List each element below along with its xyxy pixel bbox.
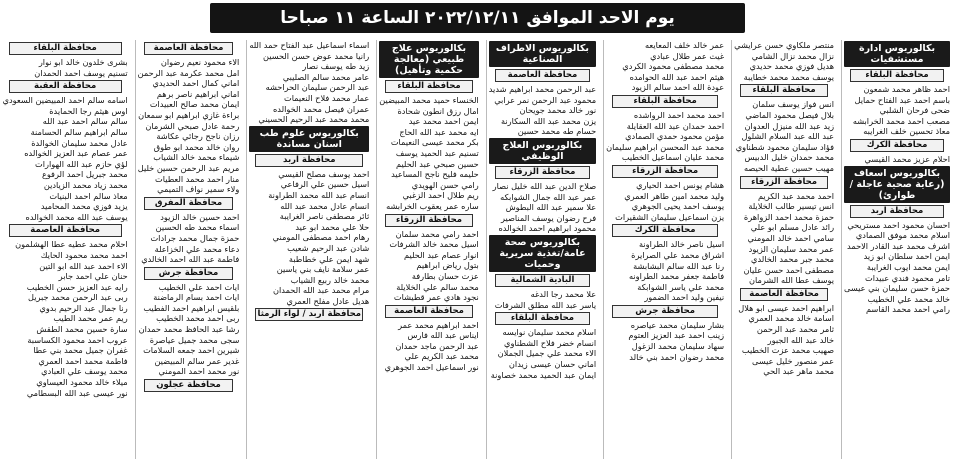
list-item: نور محمد احمد المومني (158, 366, 240, 377)
names-list (734, 40, 834, 82)
names-list (379, 229, 479, 303)
governorate-heading: محافظة المفرق (144, 197, 234, 210)
list-item: ابراهيم احمد عيسى ابو هلال (738, 302, 835, 313)
list-item: فاطمة عبد الله احمد الخالدي (141, 254, 240, 265)
list-item: اماني حسان عيسى زيدان (508, 358, 597, 369)
names-list (489, 181, 596, 234)
list-item: زيد عبد الله منيزل العدوان (744, 120, 835, 131)
names-list (379, 95, 479, 212)
list-item: امل محمد عكرمة عبد الرحمن (137, 67, 240, 78)
list-item: ياسر عبد الله مطلق الشرفات (494, 299, 597, 310)
list-item: محمد علي ياسر الشوابكة (637, 281, 725, 292)
list-item: ضحى فرحان الشلبي (879, 105, 950, 116)
list-item: عادل محمد سليمان الخوالدة (31, 137, 128, 148)
list-item: سامي احمد خالد المومني (747, 232, 835, 243)
list-item: خالد عبد الله الجبور (767, 334, 835, 345)
names-list (734, 191, 834, 286)
names-list (606, 239, 724, 303)
governorate-heading: محافظة الكرك (850, 139, 944, 152)
list-item: يوسف احمد يحيى الجوهري (631, 201, 725, 212)
governorate-heading: محافظة العاصمة (740, 288, 828, 301)
names-list (489, 289, 596, 310)
list-item: محمد زياد محمد الزيادين (43, 179, 128, 190)
list-item: ثامر محمد عبد الرحمن (756, 324, 835, 335)
list-item: اشراق محمد علي الصرايرة (631, 249, 725, 260)
governorate-heading: محافظة عجلون (144, 379, 234, 392)
list-item: محمود ابراهيم احمد الخوالده (498, 223, 597, 234)
list-item: شهد ايمن علي خطاطبة (288, 253, 370, 264)
column-6 (246, 40, 371, 459)
names-list (606, 180, 724, 222)
list-item: اسامة خالد محمد العمري (748, 313, 835, 324)
column-4 (486, 40, 598, 459)
list-item: رنا عبد الله سالم البشابشة (633, 260, 725, 271)
list-item: احمد محمد محمود الحايك (40, 249, 128, 260)
list-item: اسيل محمد خالد الشرفات (389, 239, 479, 250)
list-item: الاء محمود نعيم رضوان (160, 57, 240, 67)
list-item: محمد عليان اسماعيل الخطيب (621, 152, 725, 163)
list-item: امال رزق انطون شحادة (397, 105, 479, 116)
governorate-heading: محافظة البلقاء (385, 80, 473, 93)
column-1 (841, 40, 952, 459)
governorate-heading: محافظة العاصمة (495, 69, 590, 82)
list-item: رنا جمال عبد الرحيم بدوي (39, 302, 128, 313)
program-title: بكالوريوس علوم طب اسنان مساندة (249, 126, 369, 152)
list-item: وليد محمد امين طاهر العمري (624, 190, 725, 201)
program-title: بكالوريوس ادارة مستشفيات (844, 41, 950, 67)
list-item: انسام خضر فلاح الشطناوي (504, 337, 597, 348)
list-item: اشرف محمد عبد القادر الاحمد (847, 240, 950, 251)
names-list (3, 95, 128, 222)
list-item: رامي حسن الهويدي (411, 179, 479, 190)
list-item: رائد عادل مسلم ابو علي (750, 222, 835, 233)
list-item: اسيل حسين علي الرفاعي (280, 179, 370, 190)
list-item: علا سمير عبد الله البطوش (505, 202, 597, 213)
list-item: مهيب حسين عطية الحيصه (744, 162, 835, 173)
list-item: نور خالد محمد جويحان (519, 105, 597, 116)
list-item: اوس هيثم رجا الحمايدة (49, 105, 128, 116)
list-item: رهام احمد مصطفى المومني (272, 232, 370, 243)
list-item: غفران جميل محمد بني عطا (33, 345, 128, 356)
list-item: شيرين احمد جمعه السلامات (143, 345, 240, 356)
list-item: فاطمة محمد احمد العمري (38, 355, 128, 366)
list-item: يزن محمد عبد الله السكارنة (501, 115, 597, 126)
names-list (138, 57, 240, 195)
list-item: تسنيم يوسف احمد الحمدان (34, 67, 128, 78)
list-item: حلا علي محمد ابو عيد (295, 221, 370, 232)
governorate-heading: محافظة البلقاء (850, 69, 944, 82)
list-item: مرام محمد عبد الله الحمدان (272, 285, 370, 296)
names-list (606, 110, 724, 163)
list-item: ريم طلال احمد الزغبي (402, 190, 479, 201)
list-item: خالد محمد علي الخطيب (867, 293, 950, 304)
names-list (606, 320, 724, 362)
list-item: محمد حمدان خليل الدبيس (744, 152, 835, 163)
list-item: عبد الرحمن سليمان الحراحشه (265, 82, 370, 93)
list-item: مريم عبد الرحمن حسين خليل (137, 162, 240, 173)
list-item: احمد رامي محمد سلمان (395, 228, 479, 239)
governorate-heading: محافظة الكرك (612, 224, 718, 237)
list-item: عمر محمد سليمان الزيود (748, 243, 835, 254)
list-item: علا محمد رجا الدغه (530, 288, 597, 299)
list-item: اسلام محمد سليمان نوايسه (502, 327, 597, 338)
list-item: عودة الله احمد سالم الزيود (631, 82, 725, 93)
list-item: الخنساء حميد محمد المبيضين (379, 95, 479, 105)
list-item: احمد يوسف مصلح القيسي (278, 168, 370, 179)
list-item: سارة حسين محمد الطقش (36, 324, 128, 335)
list-item: نور عيسى عبد الله البسطامي (26, 387, 128, 398)
list-item: ثائر مصطفى ناصر الغرايبة (279, 211, 370, 222)
list-item: ايه محمد عبد الله الحاج (399, 126, 479, 137)
list-item: زيد طه يوسف نصار (302, 61, 370, 72)
column-7 (135, 40, 242, 459)
names-list (734, 303, 834, 377)
list-item: انسام عبد الله محمد الطراونة (268, 189, 370, 200)
list-item: انوار عصام عبد الحليم (404, 249, 479, 260)
governorate-heading: محافظة البلقاء (612, 95, 718, 108)
list-item: روان خالد محمد ابو طوق (153, 141, 240, 152)
list-item: هديل عادل مفلح العمري (286, 295, 370, 306)
column-3 (603, 40, 726, 459)
list-item: انس تيسير طالب الخلايلة (748, 201, 835, 212)
list-item: نزال محمد نزال الشامي (751, 50, 835, 61)
program-title: بكالوريوس صحة عامة/تغذية سريرية وحميات (489, 235, 596, 272)
governorate-heading: البادية الشمالية (495, 274, 590, 287)
list-item: اسامه سالم احمد المبيضين السعودي (2, 95, 128, 106)
list-item: اسماء محمد طه الحسين (155, 222, 240, 233)
names-list (379, 320, 479, 373)
governorate-heading: محافظة الزرقاء (740, 176, 828, 189)
governorate-heading: محافظة اربد (850, 205, 944, 218)
list-item: ربى احمد محمد الخطيب (156, 313, 240, 324)
list-item: ايناس عبد الله فارس (407, 330, 479, 341)
names-list (844, 84, 950, 137)
column-2 (731, 40, 836, 459)
list-item: بلقيس ابراهيم احمد الفطيب (143, 302, 240, 313)
list-item: لؤي حازم عبد الله الهوارات (35, 158, 128, 169)
list-item: غدير عمر سالم المبيضين (154, 355, 240, 366)
names-list (489, 327, 596, 380)
list-item: منار احمد محمد العطيات (155, 173, 240, 184)
list-item: براءة غازي ابراهيم ابو سمعان (138, 109, 240, 120)
program-title: بكالوريوس الاطراف الصناعية (489, 41, 596, 67)
list-item: يزيد فوزي محمد المحاميد (40, 201, 128, 212)
list-item: عمار محمد فلاح النعيمات (283, 92, 370, 103)
governorate-heading: محافظة اربد (255, 154, 363, 167)
program-title: بكالوريوس العلاج الوظيفي (489, 138, 596, 164)
list-item: عروب احمد محمود الكساسبة (27, 334, 128, 345)
list-item: بشرى خلدون خالد ابو نوار (38, 57, 128, 67)
list-item: زينب احمد عبد العزيز العتوم (628, 330, 725, 341)
list-item: حمزة حسن سليمان بني عيسى (844, 283, 950, 294)
list-item: هيثم احمد عبد الله الحوامده (629, 71, 725, 82)
list-item: محمد سالم علي الخلايلة (396, 281, 479, 292)
list-item: مصعب احمد محمد الخرابشه (852, 115, 950, 126)
list-item: صلاح الدين عبد الله خليل نصار (492, 180, 597, 191)
list-item: احمد محمد احمد الرواشده (633, 109, 725, 120)
list-item: نيفين وليد احمد الضمور (644, 292, 725, 303)
list-item: يوسف عطا الله الشرمان (748, 275, 835, 286)
list-item: بتول رياض ابراهيم (416, 260, 479, 271)
list-item: حمزة جمال محمد جرادات (150, 232, 240, 243)
list-item: عزت حسان بطارفة (411, 270, 479, 281)
list-item: هشام يونس احمد الحياري (636, 179, 725, 190)
list-item: عمر منصور خليل عيسى (752, 355, 835, 366)
governorate-heading: محافظة البلقاء (9, 42, 122, 55)
list-item: احلام عزيز محمد القيسي (864, 153, 950, 164)
list-item: احمد ابراهيم محمد عمر (398, 319, 479, 330)
list-item: شيماء محمد خالد الشياب (153, 152, 240, 163)
list-item: اماني كمال احمد الحديدي (152, 78, 240, 89)
governorate-heading: محافظة العقبة (9, 80, 122, 93)
list-item: حسام طه محمد حسين (517, 126, 597, 137)
list-item: نجود هادي عمر قطيشات (393, 292, 479, 303)
list-item: احمد محمد عبد الكريم (757, 190, 835, 201)
list-item: فؤاد سليمان محمود شطناوي (735, 141, 835, 152)
governorate-heading: محافظة الزرقاء (385, 214, 473, 227)
list-item: فرح رضوان يوسف المناصير (500, 212, 597, 223)
list-item: سالم ابراهيم سالم الحسامنة (30, 126, 128, 137)
list-item: ايمن احمد سلطان ابو زيد (863, 251, 950, 262)
governorate-heading: محافظة العاصمة (385, 305, 473, 318)
governorate-heading: محافظة الزرقاء (612, 165, 718, 178)
names-list (249, 40, 369, 125)
page-title: يوم الاحد الموافق ٢٠٢٢/١٢/١١ الساعة ١١ صباحا (210, 3, 745, 33)
list-item: بلال فيصل محمود الماضي (745, 109, 835, 120)
list-item: سجى محمد جميل عياصرة (149, 334, 240, 345)
list-item: ايات احمد بسام الرماضنة (153, 292, 240, 303)
list-item: منتصر ملكاوي حسن عرايشي (734, 40, 835, 50)
list-item: اماني ابراهيم ناصر برهم (156, 88, 240, 99)
list-item: عامر محمد سالم الصليبي (282, 71, 370, 82)
names-list (606, 40, 724, 93)
list-item: محمد خالد ربيع الشياب (290, 274, 370, 285)
list-item: ايمن محمد ايوب الغرايبة (866, 261, 950, 272)
announcement-columns (3, 40, 952, 459)
list-item: محمد جبريل احمد الرفوع (41, 169, 128, 180)
list-item: معاذ سالم احمد البنيات (49, 190, 128, 201)
list-item: انس فواز يوسف سلمان (752, 99, 835, 110)
header-banner (0, 0, 955, 36)
list-item: حنان علي احمد جابر (58, 271, 128, 282)
list-item: مؤمن محمود حمدي الصمادي (625, 131, 725, 142)
list-item: ايمان عبد الحميد محمد خصاونة (490, 369, 597, 380)
list-item: حمزة محمد احمد الزواهرة (743, 211, 835, 222)
governorate-heading: محافظة اربد / لواء الرمثا (255, 308, 363, 321)
list-item: عبد الرحمن ماجد حمدان (395, 340, 479, 351)
governorate-heading: محافظة الزرقاء (495, 166, 590, 179)
list-item: ايمن احمد محمد عيد (408, 116, 479, 127)
list-item: محمد ماهر عبد الحي (763, 366, 835, 377)
list-item: احمد ظاهر محمد شمعون (863, 84, 950, 94)
list-item: عمر عصام عبد العزيز الخوالده (24, 148, 128, 159)
column-5 (376, 40, 481, 459)
list-item: باسم احمد عبد الفتاح حمايل (854, 94, 950, 105)
program-title: بكالوريوس علاج طبيعي (معالجة حكمية وتأهيل) (379, 41, 479, 78)
list-item: عمر خالد خلف المعايعه (645, 40, 725, 50)
governorate-heading: محافظة البلقاء (740, 84, 828, 97)
list-item: عمران فيصل محمد الخوالده (272, 103, 370, 114)
list-item: محمد رضوان احمد بني خالد (629, 351, 725, 362)
list-item: بشار سليمان محمد عياصره (630, 319, 725, 330)
list-item: يوسف محمد محمد خطايبة (743, 71, 835, 82)
governorate-heading: محافظة جرش (144, 267, 234, 280)
list-item: سهاد سليمان محمد الزغول (631, 341, 725, 352)
list-item: يزن اسماعيل سليمان الشقيرات (615, 211, 725, 222)
list-item: محمد عبد الكريم علي (404, 351, 479, 362)
list-item: رامي احمد محمد القاسم (865, 304, 950, 315)
list-item: بكر محمد عيسى النعيمات (390, 137, 479, 148)
names-list (3, 239, 128, 398)
list-item: ريم عمر محمد الطيب (53, 313, 128, 324)
list-item: رانيا محمد عوض حسن الحسين (262, 50, 370, 61)
governorate-heading: محافظة العاصمة (9, 224, 122, 237)
list-item: اسيل ناصر خالد الطراونة (639, 239, 725, 250)
list-item: رحمة عادل صبحي الشرمان (145, 120, 240, 131)
list-item: اسلام محمد موفق الصمادي (855, 230, 950, 241)
list-item: الاء احمد عبد الله ابو التين (39, 260, 128, 271)
names-list (249, 169, 369, 307)
list-item: رزان ناجح رجائي عكاشة (156, 131, 240, 142)
list-item: فاطمة جعفر محمد الطراونه (628, 271, 725, 282)
list-item: ولاء سمير نواف التميمي (157, 184, 240, 195)
list-item: اسماء اسماعيل عبد الفتاح حمد الله (249, 40, 370, 50)
list-item: سالم سالم احمد عبد الله (42, 116, 128, 127)
list-item: صهيب محمد عزت الخطيب (741, 345, 835, 356)
list-item: محمد مصطفى محمود الكردي (622, 61, 725, 72)
list-item: غيث عمر طلال عبادي (650, 50, 725, 61)
list-item: احسان محمود احمد مستريحي (847, 219, 950, 230)
list-item: ربى عبد الرحمن محمد جبريل (28, 292, 128, 303)
column-8 (1, 40, 130, 459)
list-item: احمد حسين خالد الزيود (160, 211, 240, 222)
list-item: محمد يوسف علي العبادي (41, 366, 128, 377)
list-item: عمر سلامة نايف بني ياسين (276, 264, 370, 275)
names-list (138, 282, 240, 377)
governorate-heading: محافظة العاصمة (144, 42, 234, 55)
names-list (844, 154, 950, 165)
list-item: احلام محمد عطيه عطا الهشلمون (15, 239, 128, 250)
list-item: رشا عبد الحافظ محمد حمدان (138, 324, 240, 335)
list-item: عمر عبد الله جمال الشوابكه (500, 191, 597, 202)
list-item: دعاء محمد علي الخزاعلة (154, 243, 240, 254)
list-item: عبد الرحمن محمد ابراهيم شديد (488, 84, 597, 94)
list-item: نور اسماعيل احمد الجوهري (384, 362, 479, 373)
list-item: عبد الله عبد السلام الشلول (741, 131, 835, 142)
list-item: مصطفى احمد حسن عليان (743, 264, 835, 275)
names-list (138, 212, 240, 265)
list-item: محمد محمد عبد الرحيم الحسيني (258, 114, 370, 125)
list-item: رايه عبد العزيز حسن الخطيب (26, 281, 128, 292)
list-item: حليمه فليح ناجح المساعيد (391, 169, 479, 180)
list-item: ساره عمر يعقوب الخرابشه (386, 200, 479, 211)
list-item: شادن عبد الرحيم شعيب (287, 242, 370, 253)
list-item: محمد عبد المحسن ابراهيم سليمان (606, 141, 725, 152)
names-list (3, 57, 128, 78)
list-item: حسين صبحي عبد الحليم (396, 158, 479, 169)
list-item: انسام عادل محمد عبد الله (280, 200, 370, 211)
governorate-heading: محافظة البلقاء (495, 312, 590, 325)
names-list (844, 220, 950, 315)
names-list (489, 84, 596, 137)
governorate-heading: محافظة جرش (612, 305, 718, 318)
list-item: محمد جبر محمد الخالدي (751, 254, 835, 265)
list-item: ايمان محمد صالح العبيدات (149, 99, 240, 110)
list-item: الاء محمد علي جميل الجملان (497, 348, 597, 359)
list-item: هديل فوزي محمد حديدي (749, 61, 835, 72)
list-item: معاذ تحسين خلف الغرايبه (863, 126, 950, 137)
list-item: احمد حمدان عبد الله العقايلة (626, 120, 725, 131)
list-item: محمود عبد الرحمن نمر عرابي (494, 94, 597, 105)
list-item: ميلاء خالد محمود العيساوي (36, 377, 128, 388)
list-item: تامر محمود فندي عبيدات (865, 272, 950, 283)
program-title: بكالوريوس اسعاف (رعاية صحية عاجلة / طوارئ) (844, 166, 950, 203)
list-item: تسنيم عبد الحميد يوسف (395, 147, 479, 158)
names-list (734, 99, 834, 173)
list-item: ايات احمد علي الخطيب (158, 281, 240, 292)
list-item: يوسف عبد الله محمد الخوالده (25, 211, 128, 222)
